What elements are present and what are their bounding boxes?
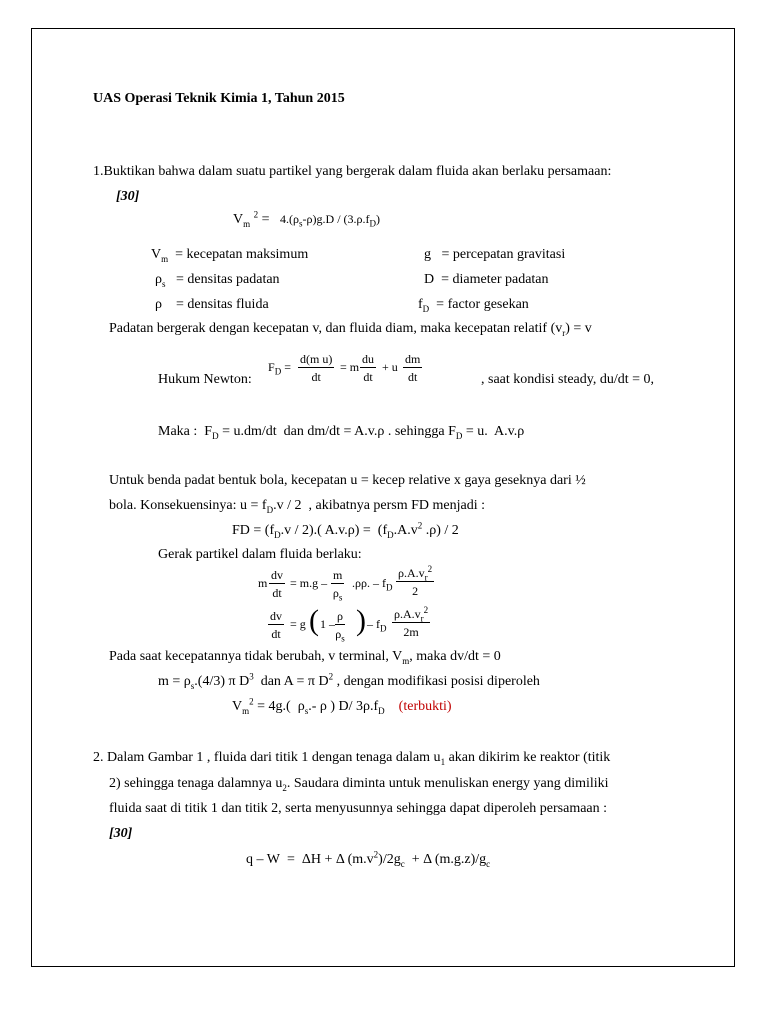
steady-text: , saat kondisi steady, du/dt = 0, — [481, 372, 655, 387]
newton-plus-u: + u — [382, 360, 398, 374]
eom2-frac-rho: ρ $\rho_s$ — [335, 609, 345, 644]
q1-intro: 1.Buktikan bahwa dalam suatu partikel yang bergerak dalam fluida akan berlaku persamaan: — [93, 164, 612, 179]
newton-fd: $F_D$ = — [268, 360, 291, 377]
q1-main-equation: $V_m$ $^2 = 4.(\rho_s-\rho)g.D / (3.\rho.f_D)$ — [233, 209, 381, 229]
eom1-rest: .ρρ. – $f_D$ — [352, 576, 393, 593]
q1-points: [30] — [116, 189, 140, 204]
fd-equation: FD = $(f_D.v / 2)$.( $A.v.\rho) = (f_D.A.v^2$ .ρ) / 2 — [232, 520, 459, 540]
eom1-mg: = m.g – — [290, 576, 328, 590]
q2-line-2: 2) sehingga tenaga dalamnya $u_2$. Saudara diminta untuk menuliskan energy yang dimiliki — [109, 776, 609, 793]
terbukti-label: (terbukti) — [398, 699, 452, 714]
newton-frac-dmu: d(m u) dt — [300, 352, 333, 384]
document-title: UAS Operasi Teknik Kimia 1, Tahun 2015 — [93, 91, 345, 106]
sphere-line-1: Untuk benda padat bentuk bola, kecepatan u = kecep relative x gaya geseknya dari ½ — [109, 473, 586, 488]
mass-equation: $m = \rho_s.(4/3)$ π $D^3$ dan A = π $D^2$ , dengan modifikasi posisi diperoleh — [158, 671, 540, 691]
eom1-m: m — [258, 576, 268, 590]
q2-energy-equation: q – W = ΔH + Δ $(m.v^2)/2g_c + \Delta$ $(m.g.z)/g_c$ — [246, 849, 491, 869]
def-vm: $V_m$ = kecepatan maksimum — [151, 247, 309, 264]
def-g: g = percepatan gravitasi — [424, 247, 566, 262]
newton-label: Hukum Newton: — [158, 372, 252, 387]
newton-frac-du: du dt — [362, 352, 374, 384]
eom2-frac-drag: $\rho.A.v_r^2$ 2m — [394, 605, 429, 639]
def-rho: ρ = densitas fluida — [155, 297, 269, 312]
relative-velocity-text: Padatan bergerak dengan kecepatan v, dan fluida diam, maka kecepatan relatif $(v_r) = v$ — [109, 321, 592, 338]
def-d: D = diameter padatan — [424, 272, 549, 287]
eom2-paren-close: ) — [356, 604, 366, 637]
q2-line-3: fluida saat di titik 1 dan titik 2, serta menyusunnya sehingga dapat diperoleh persamaan : — [109, 801, 608, 816]
eom1-frac-drag: $\rho.A.v_r^2$ 2 — [398, 564, 433, 598]
eom1-frac-m-rhos: m $\rho_s$ — [332, 568, 343, 603]
gerak-text: Gerak partikel dalam fluida berlaku: — [158, 547, 362, 562]
eom2-minus-fd: – $f_D$ — [367, 617, 387, 634]
terminal-text: Pada saat kecepatannya tidak berubah, v terminal, $V_m$, maka dv/dt = 0 — [109, 649, 501, 666]
sphere-line-2: bola. Konsekuensinya: $u = f_D.v / 2$ , akibatnya persm FD menjadi : — [109, 498, 486, 515]
final-equation: $V_m^2 = 4g$.( $\rho_s.-$ ρ ) D/ $3\rho.f_D$ (terbukti) — [232, 696, 452, 716]
q2-points: [30] — [109, 826, 133, 841]
q2-line-1: 2. Dalam Gambar 1 , fluida dari titik 1 dengan tenaga dalam $u_1$ akan dikirim ke reaktor (titik — [93, 750, 611, 767]
maka-line: Maka : $F_D = u.dm/dt$ dan dm/dt = A.v.ρ . sehingga $F_D = u$. A.v.ρ — [158, 424, 525, 441]
def-fd: $f_D$ = factor gesekan — [418, 297, 529, 314]
eom2-g: = g — [290, 617, 306, 631]
def-rhos: $\rho_s$ = densitas padatan — [155, 272, 280, 289]
eom2-frac-dvdt: dv dt — [270, 609, 282, 641]
eom2-paren-open: ( — [309, 604, 319, 637]
newton-eq-m: = m — [340, 360, 360, 374]
newton-frac-dm: dm dt — [405, 352, 421, 384]
eom2-one-minus: 1 – — [320, 617, 335, 631]
eom1-frac-dvdt: dv dt — [271, 568, 283, 600]
